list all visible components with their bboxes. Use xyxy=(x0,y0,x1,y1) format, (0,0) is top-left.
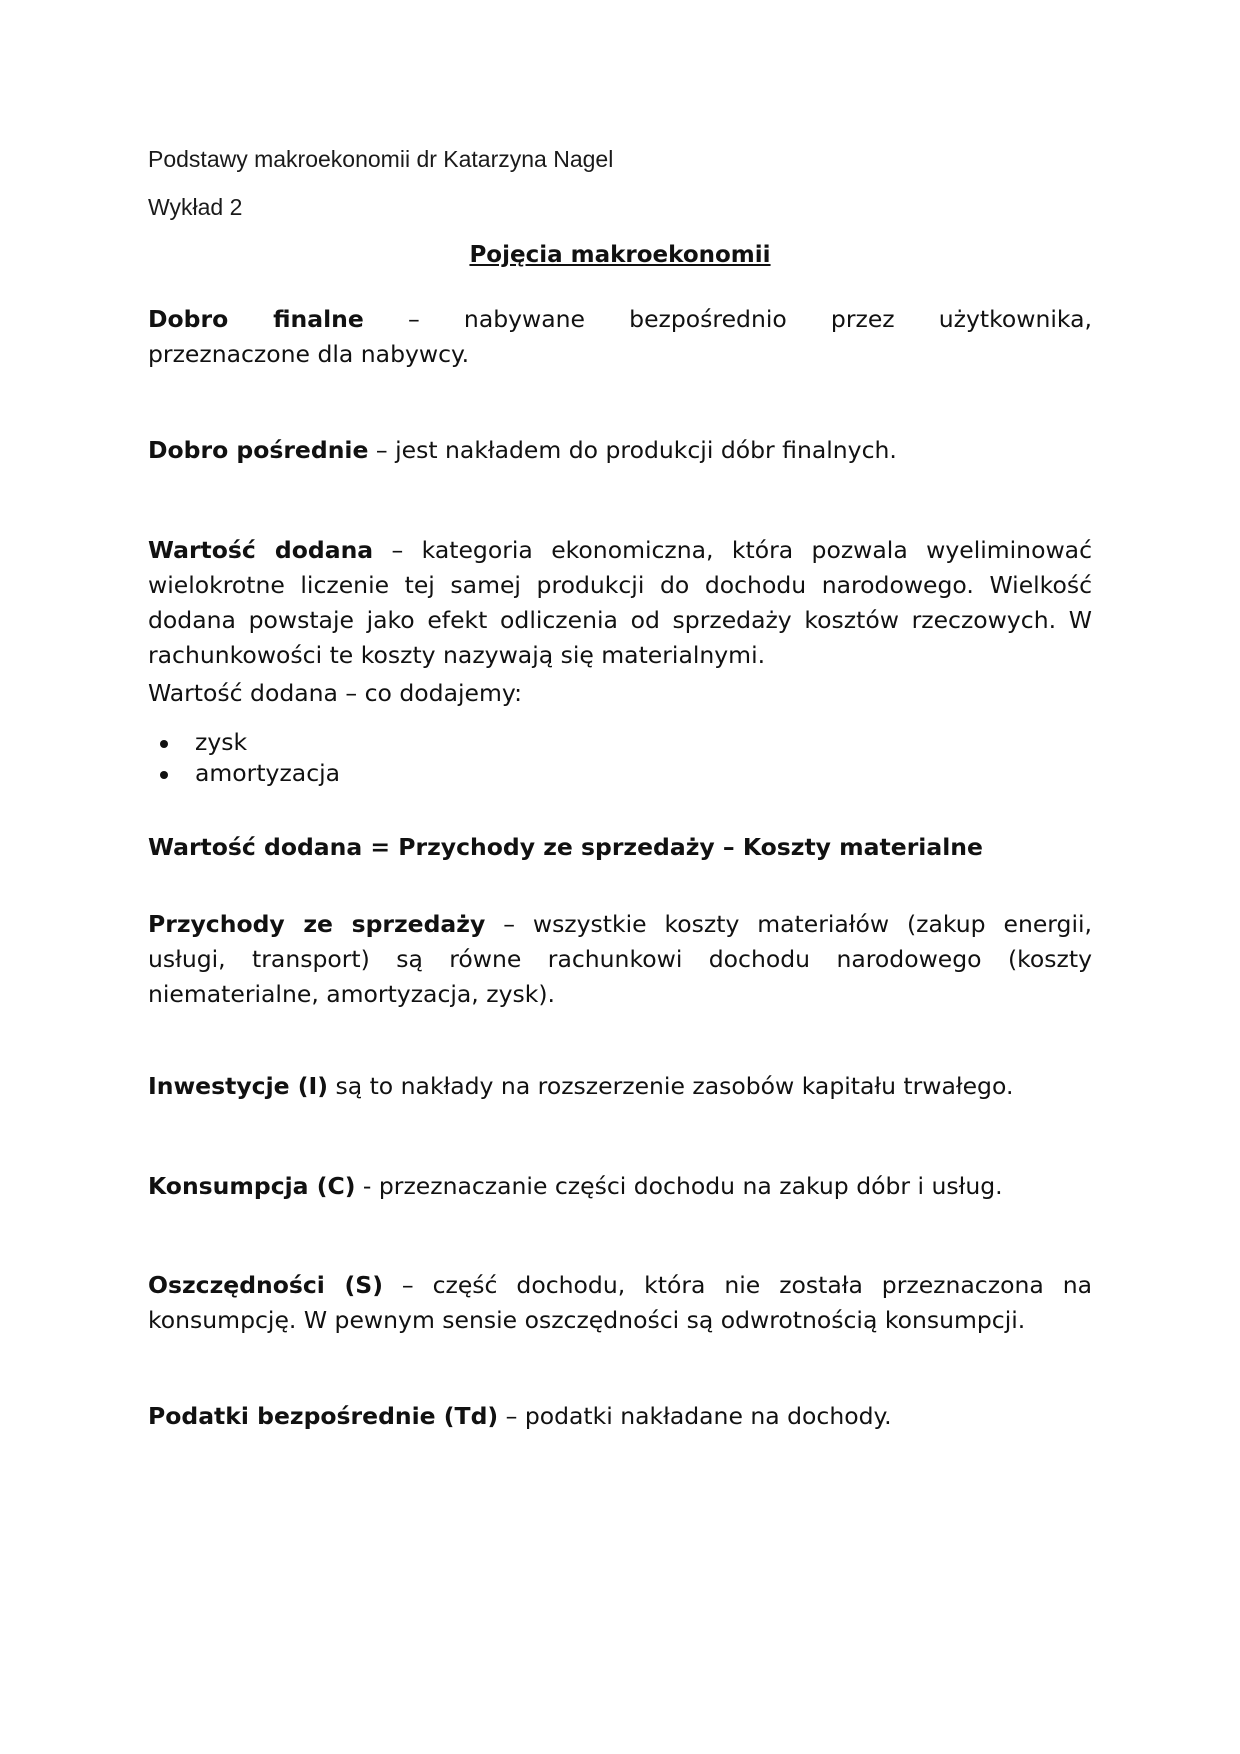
definition-text: – część dochodu, która nie została przeznaczona na konsumpcję. W pewnym sensie oszczędności są odwrotnością konsumpcji. xyxy=(148,1271,1092,1334)
definition-text: – kategoria ekonomiczna, która pozwala wyeliminować wielokrotne liczenie tej samej produkcji do dochodu narodowego. Wielkość dodana powstaje jako efekt odliczenia od sprzedaży kosztów rzeczowych. W rachunkowości te koszty nazywają się materialnymi. xyxy=(148,536,1092,669)
definition-term: Oszczędności (S) xyxy=(148,1271,383,1299)
definition-text: nabywane bezpośrednio przez użytkownika, xyxy=(463,305,1092,333)
definition-oszczednosci xyxy=(148,1268,1092,1338)
definition-term: Konsumpcja (C) xyxy=(148,1172,356,1200)
definition-text: - przeznaczanie części dochodu na zakup dóbr i usług. xyxy=(355,1172,1003,1200)
definition-text: są to nakłady na rozszerzenie zasobów kapitału trwałego. xyxy=(328,1072,1014,1100)
definition-term: Dobro finalne xyxy=(148,305,364,333)
definition-dobro-finalne xyxy=(148,302,1092,372)
definition-term: Inwestycje (I) xyxy=(148,1072,328,1100)
definition-text: – wszystkie koszty materiałów (zakup energii, usługi, transport) są równe rachunkowi dochodu narodowego (koszty niematerialne, amortyzacja, zysk). xyxy=(148,910,1092,1008)
definition-term: Wartość dodana xyxy=(148,536,374,564)
course-header: Podstawy makroekonomii dr Katarzyna Nagel xyxy=(148,146,614,172)
definition-przychody xyxy=(148,907,1092,1012)
definition-dobro-posrednie xyxy=(148,433,1092,468)
definition-inwestycje xyxy=(148,1069,1092,1104)
definition-text: – jest nakładem do produkcji dóbr finalnych. xyxy=(368,436,897,464)
list-item xyxy=(148,727,748,758)
list-item-text: amortyzacja xyxy=(195,759,341,787)
definition-term: Dobro pośrednie xyxy=(148,436,369,464)
definition-text: – podatki nakładane na dochody. xyxy=(498,1402,892,1430)
definition-term: Podatki bezpośrednie (Td) xyxy=(148,1402,499,1430)
value-added-formula: Wartość dodana = Przychody ze sprzedaży – Koszty materialne xyxy=(148,833,983,861)
definition-wartosc-dodana xyxy=(148,533,1092,673)
value-added-list xyxy=(148,727,748,789)
definition-term: Przychody ze sprzedaży xyxy=(148,910,486,938)
value-added-list-intro: Wartość dodana – co dodajemy: xyxy=(148,679,522,707)
definition-podatki xyxy=(148,1399,1092,1434)
page-title: Pojęcia makroekonomii xyxy=(469,242,771,268)
definition-line-1 xyxy=(148,302,1092,337)
list-item xyxy=(148,758,748,789)
lecture-number: Wykład 2 xyxy=(148,194,243,220)
definition-line-2: przeznaczone dla nabywcy. xyxy=(148,340,470,368)
definition-separator: – xyxy=(363,305,464,333)
definition-konsumpcja xyxy=(148,1169,1092,1204)
bullet-icon xyxy=(160,740,168,748)
bullet-icon xyxy=(160,771,168,779)
list-item-text: zysk xyxy=(195,728,248,756)
